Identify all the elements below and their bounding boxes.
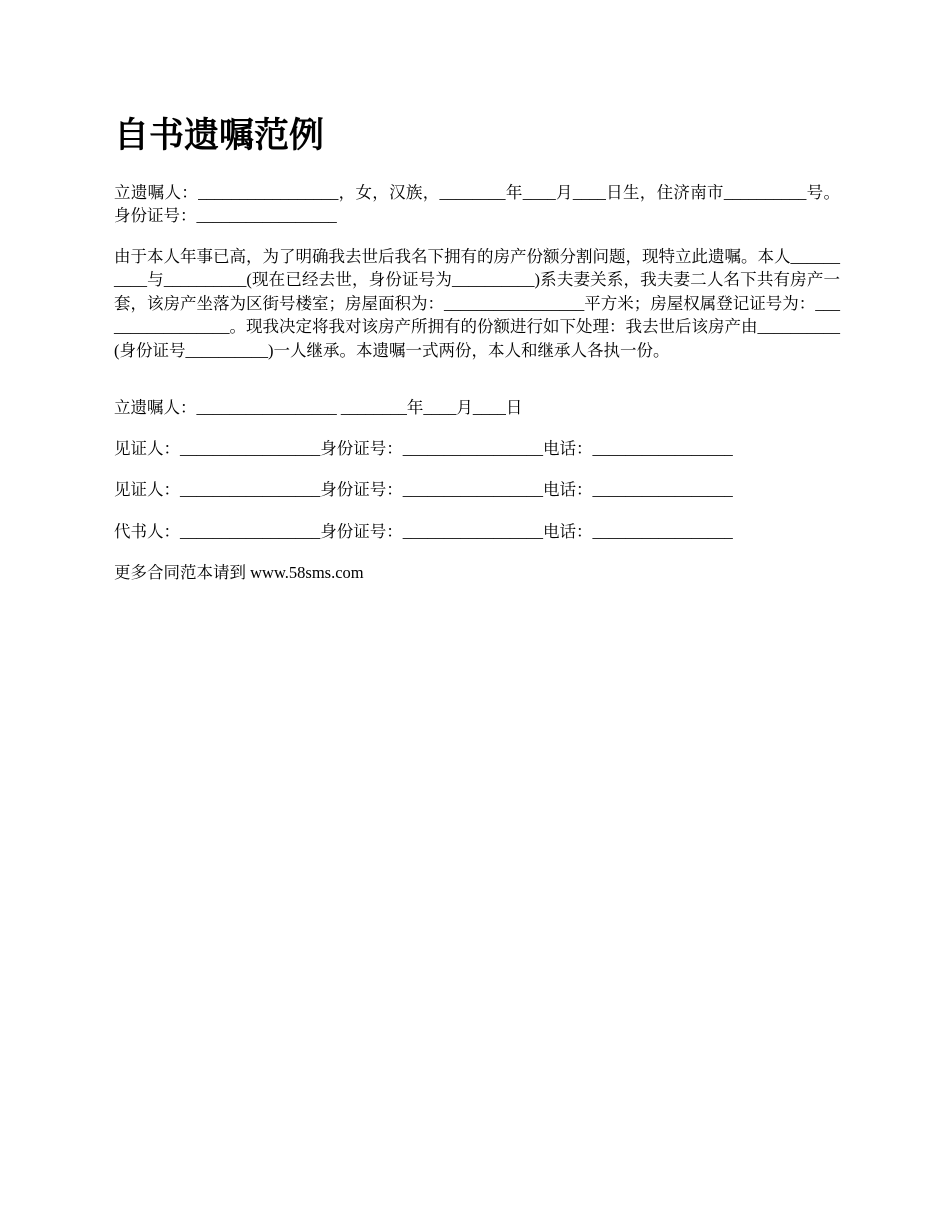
footer-link-text: 更多合同范本请到 www.58sms.com (114, 563, 364, 582)
witness-line-2: 见证人：_________________身份证号：_________________电话：_________________ (114, 480, 733, 499)
witness-line-1: 见证人：_________________身份证号：_________________电话：_________________ (114, 439, 733, 458)
will-body-paragraph: 由于本人年事已高，为了明确我去世后我名下拥有的房产份额分割问题，现特立此遗嘱。本人__________与__________(现在已经去世，身份证号为__________)系夫妻关系，我夫妻二人名下共有房产一套，该房产坐落为区街号楼室；房屋面积为：_________________平方米；房屋权属登记证号为：_________________。现我决定将我对该房产所拥有的份额进行如下处理：我去世后该房产由__________(身份证号__________)一人继承。本遗嘱一式两份，本人和继承人各执一份。 (114, 247, 840, 360)
document-title: 自书遗嘱范例 (114, 116, 325, 155)
testator-info-paragraph: 立遗嘱人：_________________，女，汉族，________年____月____日生，住济南市__________号。身份证号：_________________ (114, 183, 840, 226)
signature-line: 立遗嘱人：_________________ ________年____月____日 (114, 398, 523, 417)
scribe-line: 代书人：_________________身份证号：_________________电话：_________________ (114, 522, 733, 541)
